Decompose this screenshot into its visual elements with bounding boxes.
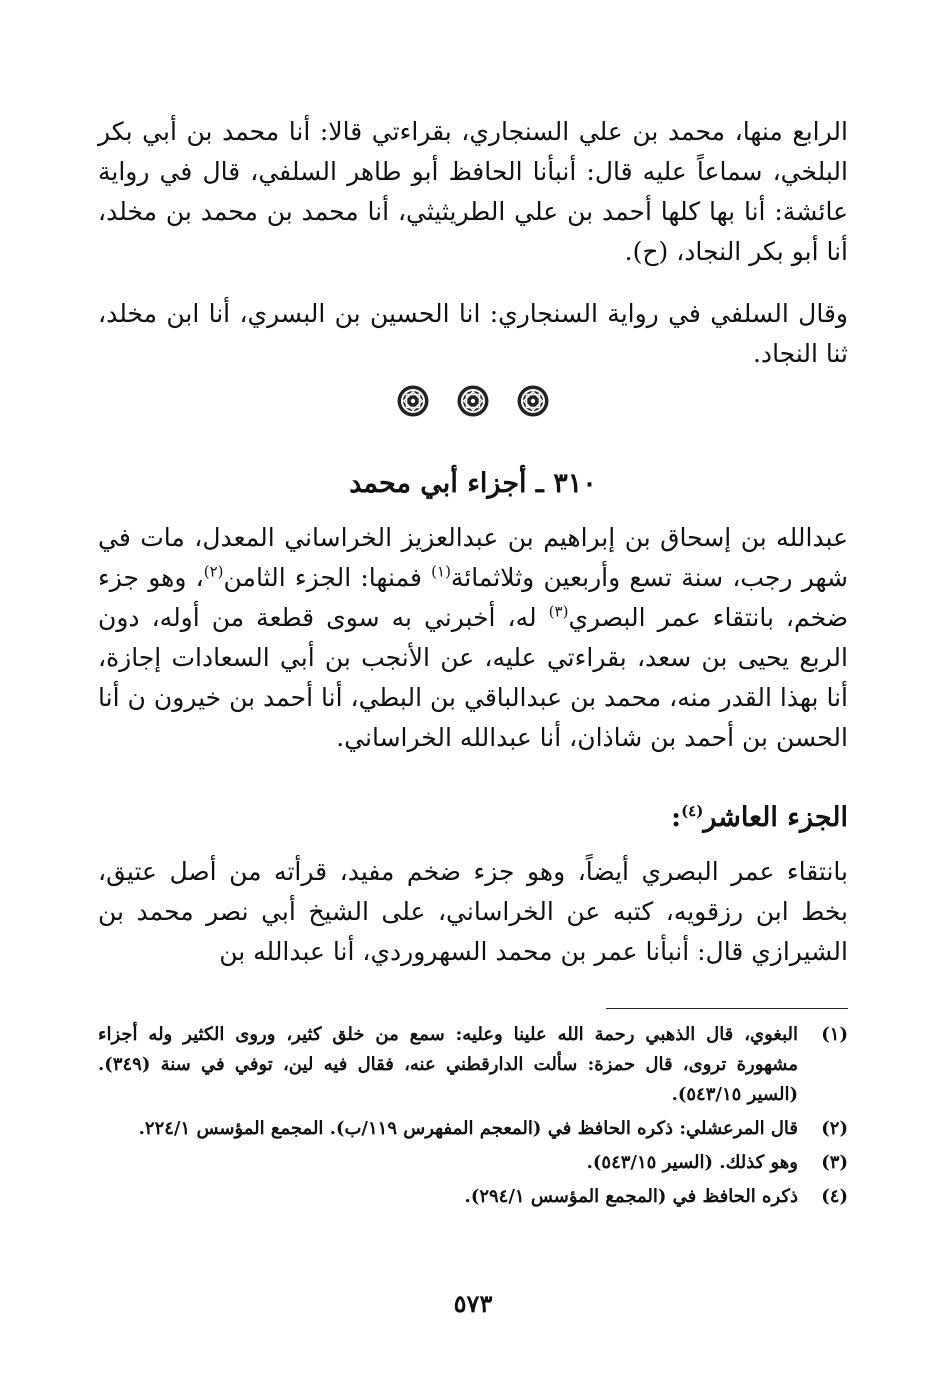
paragraph-biography	[98, 518, 848, 758]
footnote-separator	[606, 1008, 848, 1009]
footnote-number: (٢)	[821, 1118, 848, 1139]
ornament-rosette-icon	[456, 384, 490, 418]
paragraph-text: ، وهو جزء ضخم، بانتقاء عمر البصري	[98, 563, 848, 632]
footnote-text: البغوي، قال الذهبي رحمة الله علينا وعليه: سمع من خلق كثير، وروى الكثير وله أجزاء مشهورة تروى، قال حمزة: سألت الدارقطني عنه، فقال فيه لين، توفي في سنة (٣٤٩). (السير ٥٤٣/١٥).	[98, 1024, 798, 1105]
footnote-ref[interactable]: (٤)	[681, 802, 704, 820]
ornament-rosette-icon	[516, 384, 550, 418]
footnote-item	[98, 1148, 848, 1178]
footnote-number: (١)	[821, 1024, 848, 1045]
paragraph-isnad-2: وقال السلفي في رواية السنجاري: انا الحسين بن البسري، أنا ابن مخلد، ثنا النجاد.	[98, 299, 848, 368]
footnote-item	[98, 1114, 848, 1144]
paragraph-text: فمنها: الجزء الثامن	[223, 563, 432, 592]
footnote-ref[interactable]: (٢)	[203, 562, 224, 581]
footnote-text: قال المرعشلي: ذكره الحافظ في (المعجم المفهرس ١١٩/ب). المجمع المؤسس ٢٢٤/١.	[138, 1118, 798, 1139]
subheading-text: الجزء العاشر	[703, 802, 848, 833]
footnote-item	[98, 1020, 848, 1110]
paragraph-text: عبدالله بن إسحاق بن إبراهيم بن عبدالعزيز الخراساني المعدل، مات في شهر رجب، سنة تسع وأربعين وثلاثمائة	[98, 523, 849, 592]
page-number: ٥٧٣	[453, 1289, 493, 1318]
section-heading: ٣١٠ ـ أجزاء أبي محمد	[349, 468, 597, 499]
footnotes	[98, 1020, 848, 1216]
ornament-rosette-icon	[396, 384, 430, 418]
footnote-item	[98, 1182, 848, 1212]
paragraph-isnad-1: الرابع منها، محمد بن علي السنجاري، بقراءتي قالا: أنا محمد بن أبي بكر البلخي، سماعاً عليه قال: أنبأنا الحافظ أبو طاهر السلفي، قال في رواية عائشة: أنا بها كلها أحمد بن علي الطريثيثي، أنا محمد بن محمد بن مخلد، أنا أبو بكر النجاد، (ح).	[98, 117, 848, 266]
subheading-colon: :	[671, 802, 682, 833]
footnote-text: ذكره الحافظ في (المجمع المؤسس ٢٩٤/١).	[464, 1186, 798, 1207]
section-divider-ornaments	[0, 384, 946, 424]
footnote-text: وهو كذلك. (السير ٥٤٣/١٥).	[586, 1152, 798, 1173]
paragraph-text: له، أخبرني به سوى قطعة من أوله، دون الربع يحيى بن سعد، بقراءتي عليه، عن الأنجب بن أبي السعادات إجازة، أنا بهذا القدر منه، محمد بن عبدالباقي بن البطي، أنا أحمد بن خيرون ن أنا الحسن بن أحمد بن شاذان، أنا عبدالله الخراساني.	[98, 603, 848, 752]
subsection-heading	[671, 798, 848, 838]
footnote-ref[interactable]: (٣)	[548, 602, 569, 621]
footnote-ref[interactable]: (١)	[431, 562, 451, 581]
footnote-number: (٤)	[821, 1186, 848, 1207]
paragraph-juz-10: بانتقاء عمر البصري أيضاً، وهو جزء ضخم مفيد، قرأته من أصل عتيق، بخط ابن رزقويه، كتبه عن الخراساني، على الشيخ أبي نصر محمد بن الشيرازي قال: أنبأنا عمر بن محمد السهروردي، أنا عبدالله بن	[98, 857, 848, 966]
footnote-number: (٣)	[821, 1152, 848, 1173]
